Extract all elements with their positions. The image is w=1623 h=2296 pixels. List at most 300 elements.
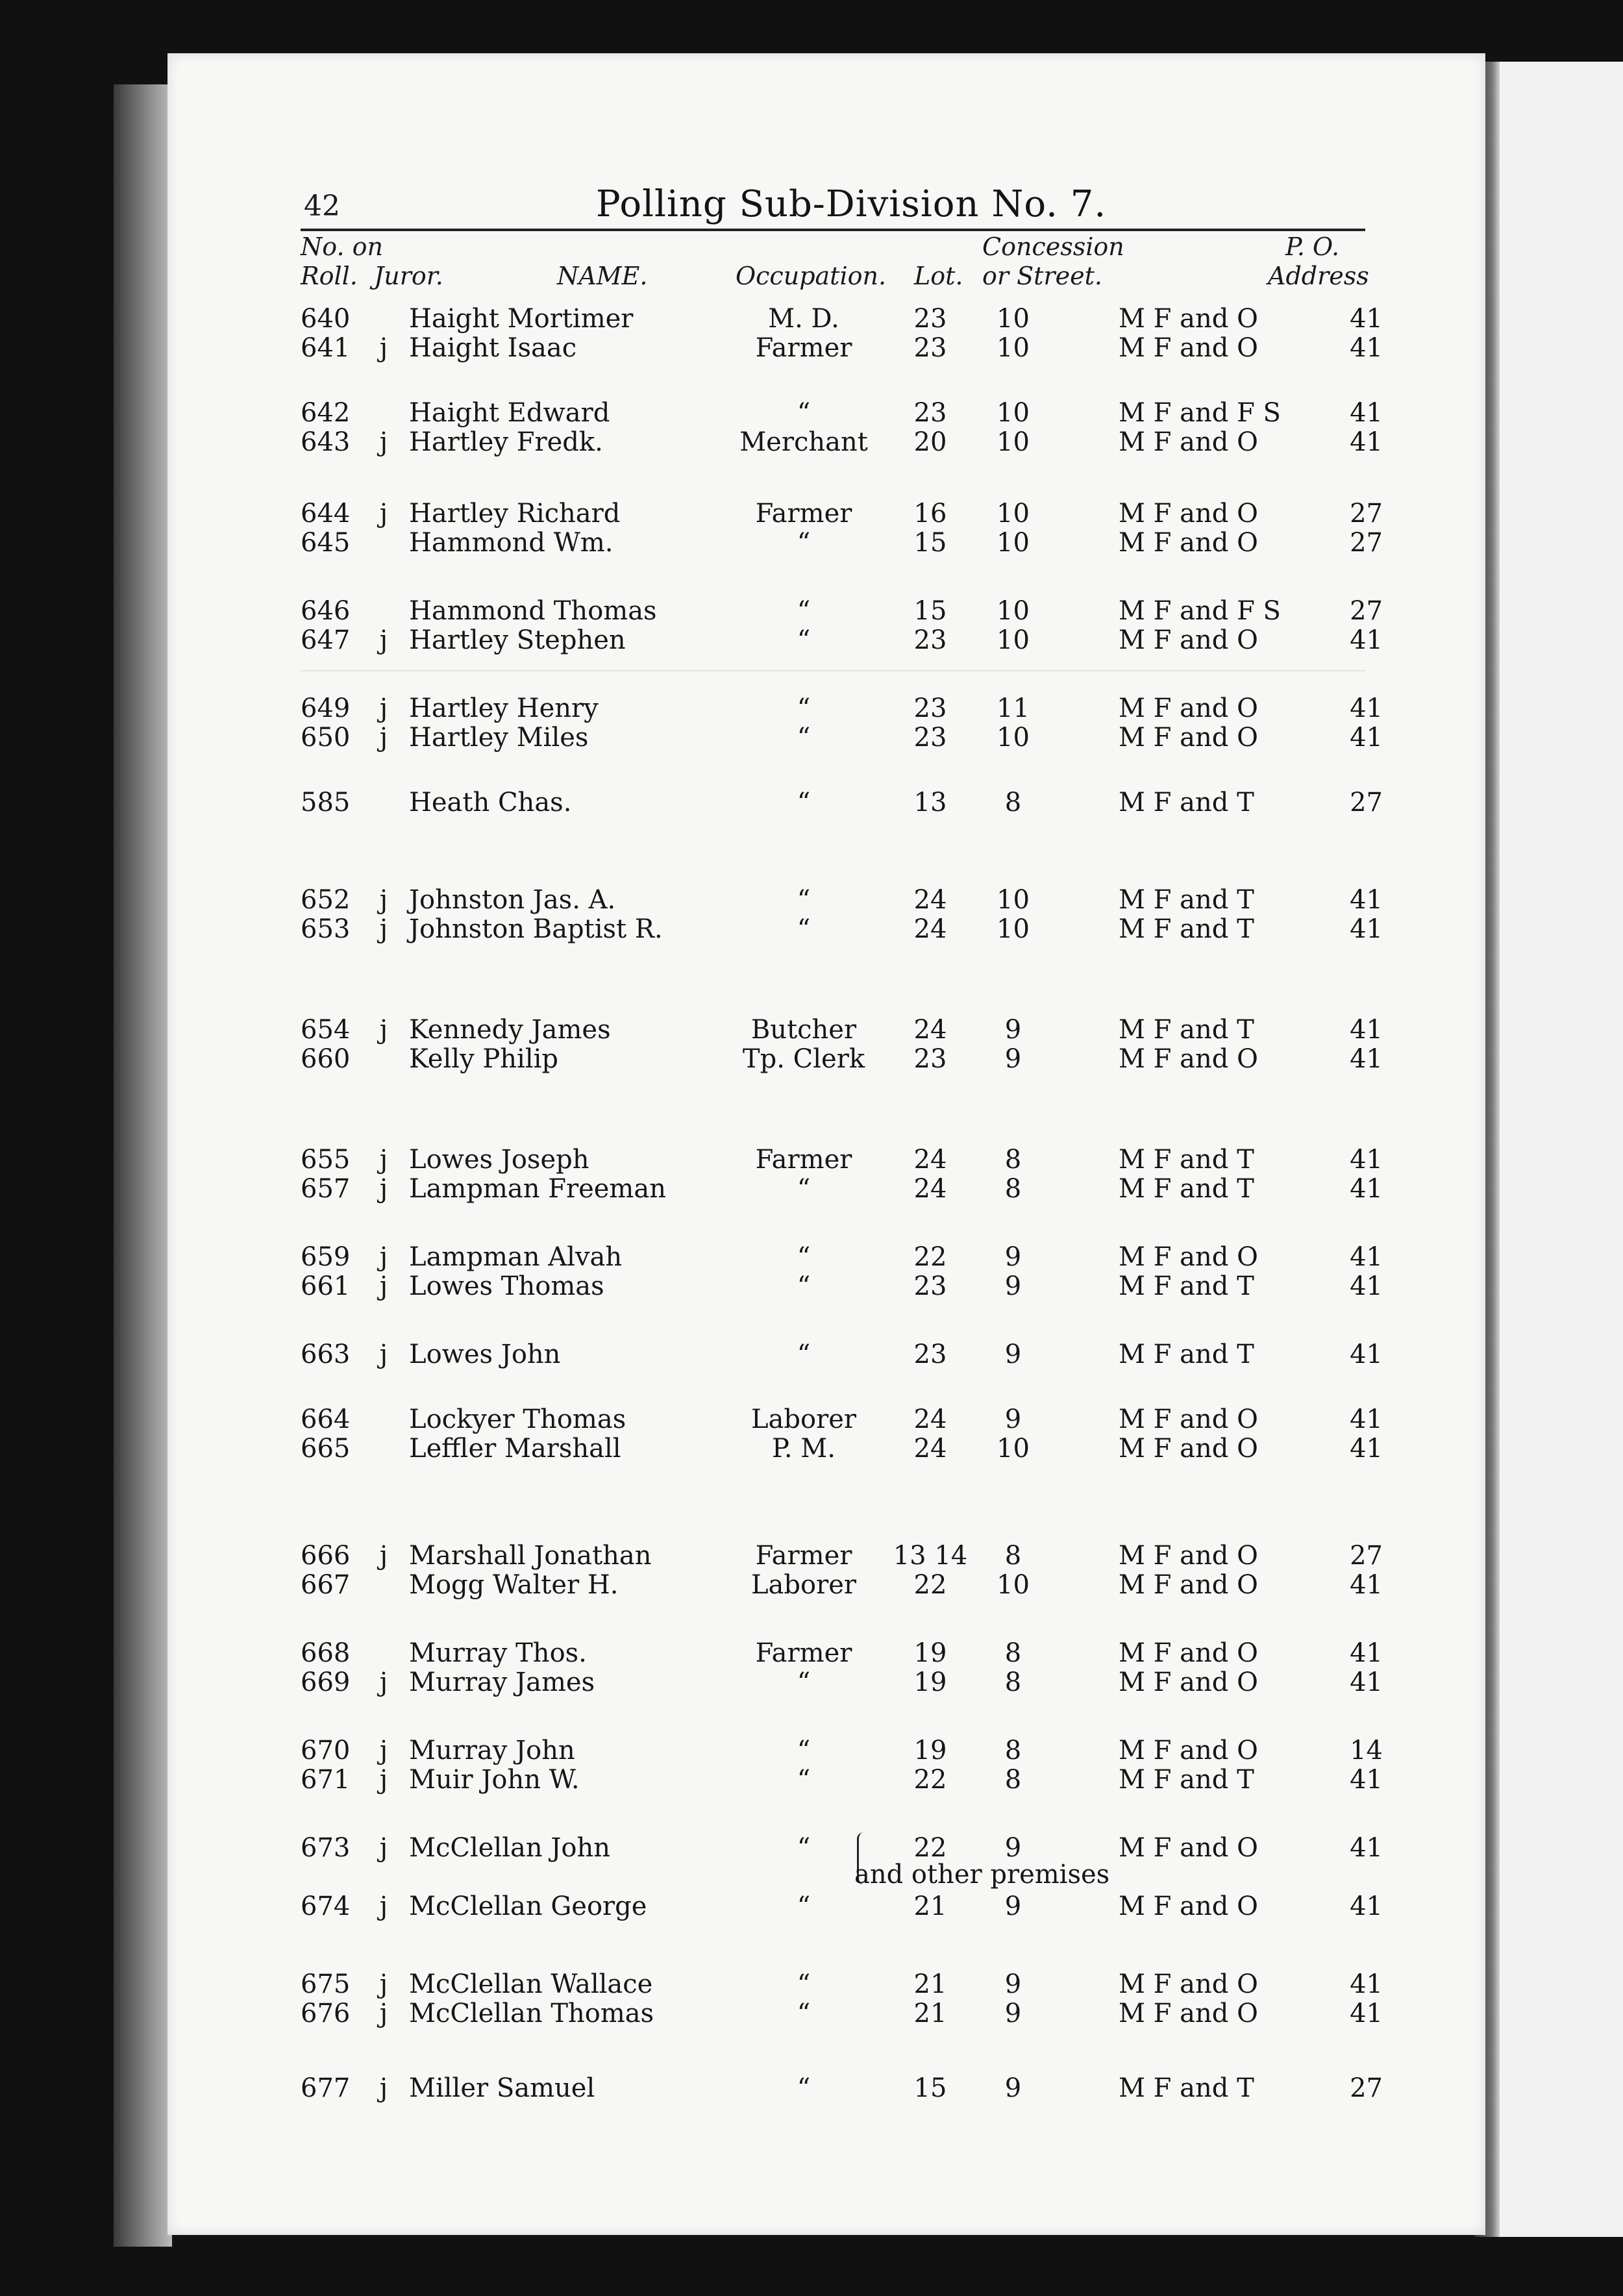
roll-number: 641 <box>301 333 351 363</box>
occupation: Laborer <box>750 1570 856 1600</box>
juror-mark: j <box>379 693 388 723</box>
occupation: “ <box>797 398 811 428</box>
lot-number: 22 <box>913 1570 947 1600</box>
document-page <box>167 53 1485 2235</box>
table-row <box>167 332 1485 364</box>
po-address: 41 <box>1350 1969 1383 1999</box>
lot-number: 23 <box>913 1271 947 1301</box>
table-row <box>167 1404 1485 1435</box>
occupation: “ <box>797 788 811 817</box>
juror-mark: j <box>379 1969 388 1999</box>
voter-name: Mogg Walter H. <box>409 1570 619 1600</box>
occupation: M. D. <box>768 304 839 334</box>
table-row <box>167 1242 1485 1273</box>
roll-number: 675 <box>301 1969 351 1999</box>
roll-number: 666 <box>301 1541 351 1571</box>
voter-name: McClellan George <box>409 1891 647 1921</box>
table-row <box>167 625 1485 656</box>
concession: 9 <box>1004 1340 1022 1369</box>
lot-number: 23 <box>913 333 947 363</box>
juror-mark: j <box>379 333 388 363</box>
juror-mark: j <box>379 499 388 529</box>
roll-number: 670 <box>301 1736 351 1766</box>
occupation: Farmer <box>755 499 852 529</box>
header-occupation: Occupation. <box>736 262 887 290</box>
qualification: M F and T <box>1119 1174 1254 1204</box>
po-address: 41 <box>1350 1145 1383 1175</box>
po-address: 41 <box>1350 427 1383 457</box>
concession: 9 <box>1004 2073 1022 2103</box>
voter-name: Lowes John <box>409 1340 561 1369</box>
qualification: M F and O <box>1119 304 1258 334</box>
roll-number: 640 <box>301 304 351 334</box>
voter-name: Hartley Fredk. <box>409 427 603 457</box>
lot-number: 16 <box>913 499 947 529</box>
occupation: Merchant <box>739 427 868 457</box>
table-row <box>167 884 1485 916</box>
roll-number: 663 <box>301 1340 351 1369</box>
juror-mark: j <box>379 1174 388 1204</box>
concession: 9 <box>1004 1404 1022 1434</box>
concession: 10 <box>997 885 1030 915</box>
voter-name: Heath Chas. <box>409 788 572 817</box>
concession: 9 <box>1004 1271 1022 1301</box>
lot-number: 21 <box>913 1969 947 1999</box>
concession: 10 <box>997 914 1030 944</box>
occupation: “ <box>797 914 811 944</box>
qualification: M F and O <box>1119 1404 1258 1434</box>
po-address: 41 <box>1350 693 1383 723</box>
occupation: “ <box>797 885 811 915</box>
occupation: “ <box>797 723 811 753</box>
lot-number: 23 <box>913 625 947 655</box>
voter-name: Murray Thos. <box>409 1638 587 1668</box>
table-row <box>167 1969 1485 2000</box>
qualification: M F and F S <box>1119 596 1281 626</box>
roll-number: 642 <box>301 398 351 428</box>
table-row <box>167 1638 1485 1669</box>
lot-number: 15 <box>913 528 947 558</box>
po-address: 27 <box>1350 528 1383 558</box>
voter-name: Leffler Marshall <box>409 1434 621 1464</box>
voter-name: Hammond Wm. <box>409 528 613 558</box>
juror-mark: j <box>379 1015 388 1045</box>
concession: 9 <box>1004 1833 1022 1863</box>
table-row <box>167 397 1485 429</box>
po-address: 41 <box>1350 1404 1383 1434</box>
juror-mark: j <box>379 625 388 655</box>
roll-number: 668 <box>301 1638 351 1668</box>
table-row <box>167 498 1485 529</box>
qualification: M F and F S <box>1119 398 1281 428</box>
occupation: “ <box>797 1340 811 1369</box>
occupation: “ <box>797 1174 811 1204</box>
occupation: “ <box>797 1891 811 1921</box>
voter-name: Hartley Henry <box>409 693 599 723</box>
juror-mark: j <box>379 1667 388 1697</box>
qualification: M F and O <box>1119 1999 1258 2028</box>
po-address: 41 <box>1350 1891 1383 1921</box>
roll-number: 667 <box>301 1570 351 1600</box>
table-row <box>167 1339 1485 1370</box>
lot-number: 20 <box>913 427 947 457</box>
header-po-line1: P. O. <box>1285 232 1340 261</box>
voter-name: Murray John <box>409 1736 575 1766</box>
concession: 8 <box>1004 1765 1022 1795</box>
roll-number: 676 <box>301 1999 351 2028</box>
po-address: 27 <box>1350 596 1383 626</box>
occupation: Butcher <box>750 1015 857 1045</box>
juror-mark: j <box>379 723 388 753</box>
po-address: 41 <box>1350 1340 1383 1369</box>
occupation: Farmer <box>755 1145 852 1175</box>
po-address: 14 <box>1350 1736 1383 1766</box>
concession: 10 <box>997 596 1030 626</box>
concession: 8 <box>1004 1638 1022 1668</box>
occupation: “ <box>797 1765 811 1795</box>
page-title: Polling Sub-Division No. 7. <box>596 183 1107 225</box>
concession: 9 <box>1004 1015 1022 1045</box>
lot-number: 13 14 <box>893 1541 968 1571</box>
table-row <box>167 1667 1485 1698</box>
qualification: M F and T <box>1119 1015 1254 1045</box>
concession: 9 <box>1004 1242 1022 1272</box>
occupation: P. M. <box>772 1434 836 1464</box>
roll-number: 657 <box>301 1174 351 1204</box>
qualification: M F and O <box>1119 1242 1258 1272</box>
roll-number: 664 <box>301 1404 351 1434</box>
qualification: M F and O <box>1119 1969 1258 1999</box>
concession: 9 <box>1004 1891 1022 1921</box>
lot-number: 24 <box>913 1145 947 1175</box>
roll-number: 585 <box>301 788 351 817</box>
page-number: 42 <box>304 190 340 223</box>
po-address: 41 <box>1350 304 1383 334</box>
header-lot: Lot. <box>914 262 963 290</box>
occupation: “ <box>797 1969 811 1999</box>
concession: 10 <box>997 427 1030 457</box>
juror-mark: j <box>379 1736 388 1766</box>
occupation: “ <box>797 596 811 626</box>
adjacent-page-edge <box>1474 62 1623 2237</box>
table-row <box>167 595 1485 627</box>
table-row <box>167 1173 1485 1204</box>
roll-number: 677 <box>301 2073 351 2103</box>
voter-name: Hartley Richard <box>409 499 621 529</box>
occupation: “ <box>797 1833 811 1863</box>
qualification: M F and T <box>1119 788 1254 817</box>
occupation: “ <box>797 1667 811 1697</box>
po-address: 41 <box>1350 1174 1383 1204</box>
po-address: 41 <box>1350 1638 1383 1668</box>
lot-number: 22 <box>913 1242 947 1272</box>
po-address: 41 <box>1350 333 1383 363</box>
table-row <box>167 1735 1485 1766</box>
lot-number: 13 <box>913 788 947 817</box>
roll-number: 643 <box>301 427 351 457</box>
occupation: Farmer <box>755 1638 852 1668</box>
po-address: 41 <box>1350 1044 1383 1074</box>
roll-number: 654 <box>301 1015 351 1045</box>
header-po-line2: Address <box>1268 262 1369 290</box>
po-address: 41 <box>1350 625 1383 655</box>
po-address: 41 <box>1350 1434 1383 1464</box>
lot-number: 22 <box>913 1833 947 1863</box>
concession: 10 <box>997 304 1030 334</box>
concession: 8 <box>1004 1736 1022 1766</box>
po-address: 41 <box>1350 1833 1383 1863</box>
po-address: 41 <box>1350 1667 1383 1697</box>
voter-name: Kennedy James <box>409 1015 611 1045</box>
lot-number: 24 <box>913 1404 947 1434</box>
qualification: M F and O <box>1119 1541 1258 1571</box>
voter-name: Lowes Joseph <box>409 1145 589 1175</box>
occupation: Laborer <box>750 1404 856 1434</box>
roll-number: 653 <box>301 914 351 944</box>
concession: 11 <box>997 693 1030 723</box>
qualification: M F and O <box>1119 1833 1258 1863</box>
roll-number: 660 <box>301 1044 351 1074</box>
lot-number: 19 <box>913 1638 947 1668</box>
qualification: M F and O <box>1119 1638 1258 1668</box>
voter-name: Hartley Stephen <box>409 625 626 655</box>
qualification: M F and T <box>1119 885 1254 915</box>
lot-number: 24 <box>913 885 947 915</box>
concession: 10 <box>997 528 1030 558</box>
qualification: M F and T <box>1119 1271 1254 1301</box>
juror-mark: j <box>379 914 388 944</box>
po-address: 41 <box>1350 398 1383 428</box>
po-address: 41 <box>1350 1271 1383 1301</box>
concession: 10 <box>997 1570 1030 1600</box>
occupation: “ <box>797 1999 811 2028</box>
table-row <box>167 1014 1485 1045</box>
juror-mark: j <box>379 1765 388 1795</box>
juror-mark: j <box>379 1340 388 1369</box>
header-concession-line2: or Street. <box>982 262 1102 290</box>
table-row <box>167 303 1485 334</box>
po-address: 27 <box>1350 499 1383 529</box>
voter-name: Lampman Alvah <box>409 1242 623 1272</box>
juror-mark: j <box>379 2073 388 2103</box>
concession: 8 <box>1004 788 1022 817</box>
concession: 10 <box>997 398 1030 428</box>
table-row <box>167 787 1485 818</box>
lot-number: 21 <box>913 1891 947 1921</box>
table-row <box>167 1433 1485 1464</box>
occupation: “ <box>797 528 811 558</box>
po-address: 41 <box>1350 1999 1383 2028</box>
voter-name: Muir John W. <box>409 1765 580 1795</box>
voter-name: Haight Mortimer <box>409 304 634 334</box>
qualification: M F and T <box>1119 1145 1254 1175</box>
header-roll-line2: Roll. <box>301 262 358 290</box>
concession: 9 <box>1004 1044 1022 1074</box>
qualification: M F and O <box>1119 427 1258 457</box>
qualification: M F and O <box>1119 1570 1258 1600</box>
lot-number: 24 <box>913 1434 947 1464</box>
header-name: NAME. <box>557 262 648 290</box>
voter-name: Kelly Philip <box>409 1044 559 1074</box>
lot-number: 24 <box>913 1015 947 1045</box>
voter-name: Murray James <box>409 1667 595 1697</box>
occupation: Tp. Clerk <box>742 1044 865 1074</box>
voter-name: McClellan Thomas <box>409 1999 654 2028</box>
juror-mark: j <box>379 1242 388 1272</box>
occupation: “ <box>797 693 811 723</box>
concession: 9 <box>1004 1969 1022 1999</box>
voter-name: Miller Samuel <box>409 2073 595 2103</box>
qualification: M F and O <box>1119 1434 1258 1464</box>
roll-number: 652 <box>301 885 351 915</box>
po-address: 41 <box>1350 885 1383 915</box>
juror-mark: j <box>379 1541 388 1571</box>
po-address: 41 <box>1350 1765 1383 1795</box>
voter-name: Lampman Freeman <box>409 1174 666 1204</box>
table-row <box>167 1891 1485 1922</box>
concession: 10 <box>997 1434 1030 1464</box>
occupation: “ <box>797 1242 811 1272</box>
voter-name: McClellan John <box>409 1833 610 1863</box>
juror-mark: j <box>379 1271 388 1301</box>
qualification: M F and O <box>1119 333 1258 363</box>
juror-mark: j <box>379 1891 388 1921</box>
table-row <box>167 1832 1485 1864</box>
juror-mark: j <box>379 1145 388 1175</box>
voter-name: Hartley Miles <box>409 723 589 753</box>
lot-number: 15 <box>913 2073 947 2103</box>
table-row <box>167 527 1485 558</box>
roll-number: 644 <box>301 499 351 529</box>
faint-rule <box>301 670 1365 671</box>
po-address: 27 <box>1350 2073 1383 2103</box>
po-address: 41 <box>1350 1242 1383 1272</box>
roll-number: 669 <box>301 1667 351 1697</box>
roll-number: 665 <box>301 1434 351 1464</box>
page-binding-shadow <box>114 84 172 2247</box>
juror-mark: j <box>379 1833 388 1863</box>
voter-name: Johnston Baptist R. <box>409 914 663 944</box>
concession: 9 <box>1004 1999 1022 2028</box>
qualification: M F and T <box>1119 1765 1254 1795</box>
qualification: M F and T <box>1119 914 1254 944</box>
voter-name: Marshall Jonathan <box>409 1541 652 1571</box>
qualification: M F and O <box>1119 693 1258 723</box>
juror-mark: j <box>379 427 388 457</box>
qualification: M F and O <box>1119 528 1258 558</box>
concession: 10 <box>997 499 1030 529</box>
table-row <box>167 1998 1485 2029</box>
occupation: “ <box>797 1271 811 1301</box>
voter-name: McClellan Wallace <box>409 1969 653 1999</box>
qualification: M F and T <box>1119 2073 1254 2103</box>
concession: 10 <box>997 333 1030 363</box>
concession: 10 <box>997 723 1030 753</box>
voter-name: Haight Isaac <box>409 333 577 363</box>
roll-number: 659 <box>301 1242 351 1272</box>
lot-number: 22 <box>913 1765 947 1795</box>
table-row <box>167 1540 1485 1571</box>
voter-name: Johnston Jas. A. <box>409 885 616 915</box>
roll-number: 674 <box>301 1891 351 1921</box>
table-row <box>167 914 1485 945</box>
lot-number: 24 <box>913 914 947 944</box>
qualification: M F and O <box>1119 625 1258 655</box>
lot-number: 19 <box>913 1667 947 1697</box>
juror-mark: j <box>379 885 388 915</box>
table-row <box>167 1271 1485 1302</box>
roll-number: 646 <box>301 596 351 626</box>
occupation: Farmer <box>755 1541 852 1571</box>
occupation: “ <box>797 625 811 655</box>
qualification: M F and T <box>1119 1340 1254 1369</box>
roll-number: 661 <box>301 1271 351 1301</box>
voter-name: Lowes Thomas <box>409 1271 604 1301</box>
lot-number: 23 <box>913 398 947 428</box>
voter-name: Haight Edward <box>409 398 610 428</box>
header-roll-line1: No. on <box>301 232 383 261</box>
header-concession-line1: Concession <box>982 232 1124 261</box>
lot-number: 23 <box>913 1340 947 1369</box>
lot-number: 21 <box>913 1999 947 2028</box>
qualification: M F and O <box>1119 1044 1258 1074</box>
concession: 8 <box>1004 1541 1022 1571</box>
po-address: 41 <box>1350 1570 1383 1600</box>
roll-number: 655 <box>301 1145 351 1175</box>
roll-number: 671 <box>301 1765 351 1795</box>
occupation: “ <box>797 2073 811 2103</box>
lot-number: 19 <box>913 1736 947 1766</box>
po-address: 27 <box>1350 788 1383 817</box>
qualification: M F and O <box>1119 1667 1258 1697</box>
roll-number: 647 <box>301 625 351 655</box>
table-row <box>167 722 1485 753</box>
lot-number: 23 <box>913 723 947 753</box>
header-rule <box>301 229 1365 231</box>
occupation: Farmer <box>755 333 852 363</box>
qualification: M F and O <box>1119 723 1258 753</box>
table-row <box>167 1144 1485 1175</box>
po-address: 27 <box>1350 1541 1383 1571</box>
po-address: 41 <box>1350 1015 1383 1045</box>
table-row <box>167 1764 1485 1795</box>
lot-number: 23 <box>913 304 947 334</box>
qualification: M F and O <box>1119 499 1258 529</box>
voter-name: Lockyer Thomas <box>409 1404 626 1434</box>
lot-number: 23 <box>913 1044 947 1074</box>
lot-number: 23 <box>913 693 947 723</box>
premises-note: and other premises <box>854 1860 1110 1890</box>
table-row <box>167 1043 1485 1075</box>
table-row <box>167 2073 1485 2104</box>
table-row <box>167 1569 1485 1601</box>
concession: 8 <box>1004 1145 1022 1175</box>
concession: 8 <box>1004 1667 1022 1697</box>
occupation: “ <box>797 1736 811 1766</box>
lot-number: 15 <box>913 596 947 626</box>
voter-name: Hammond Thomas <box>409 596 657 626</box>
roll-number: 645 <box>301 528 351 558</box>
concession: 8 <box>1004 1174 1022 1204</box>
qualification: M F and O <box>1119 1891 1258 1921</box>
roll-number: 649 <box>301 693 351 723</box>
po-address: 41 <box>1350 914 1383 944</box>
header-juror: Juror. <box>374 262 443 290</box>
qualification: M F and O <box>1119 1736 1258 1766</box>
table-row <box>167 693 1485 724</box>
concession: 10 <box>997 625 1030 655</box>
lot-number: 24 <box>913 1174 947 1204</box>
